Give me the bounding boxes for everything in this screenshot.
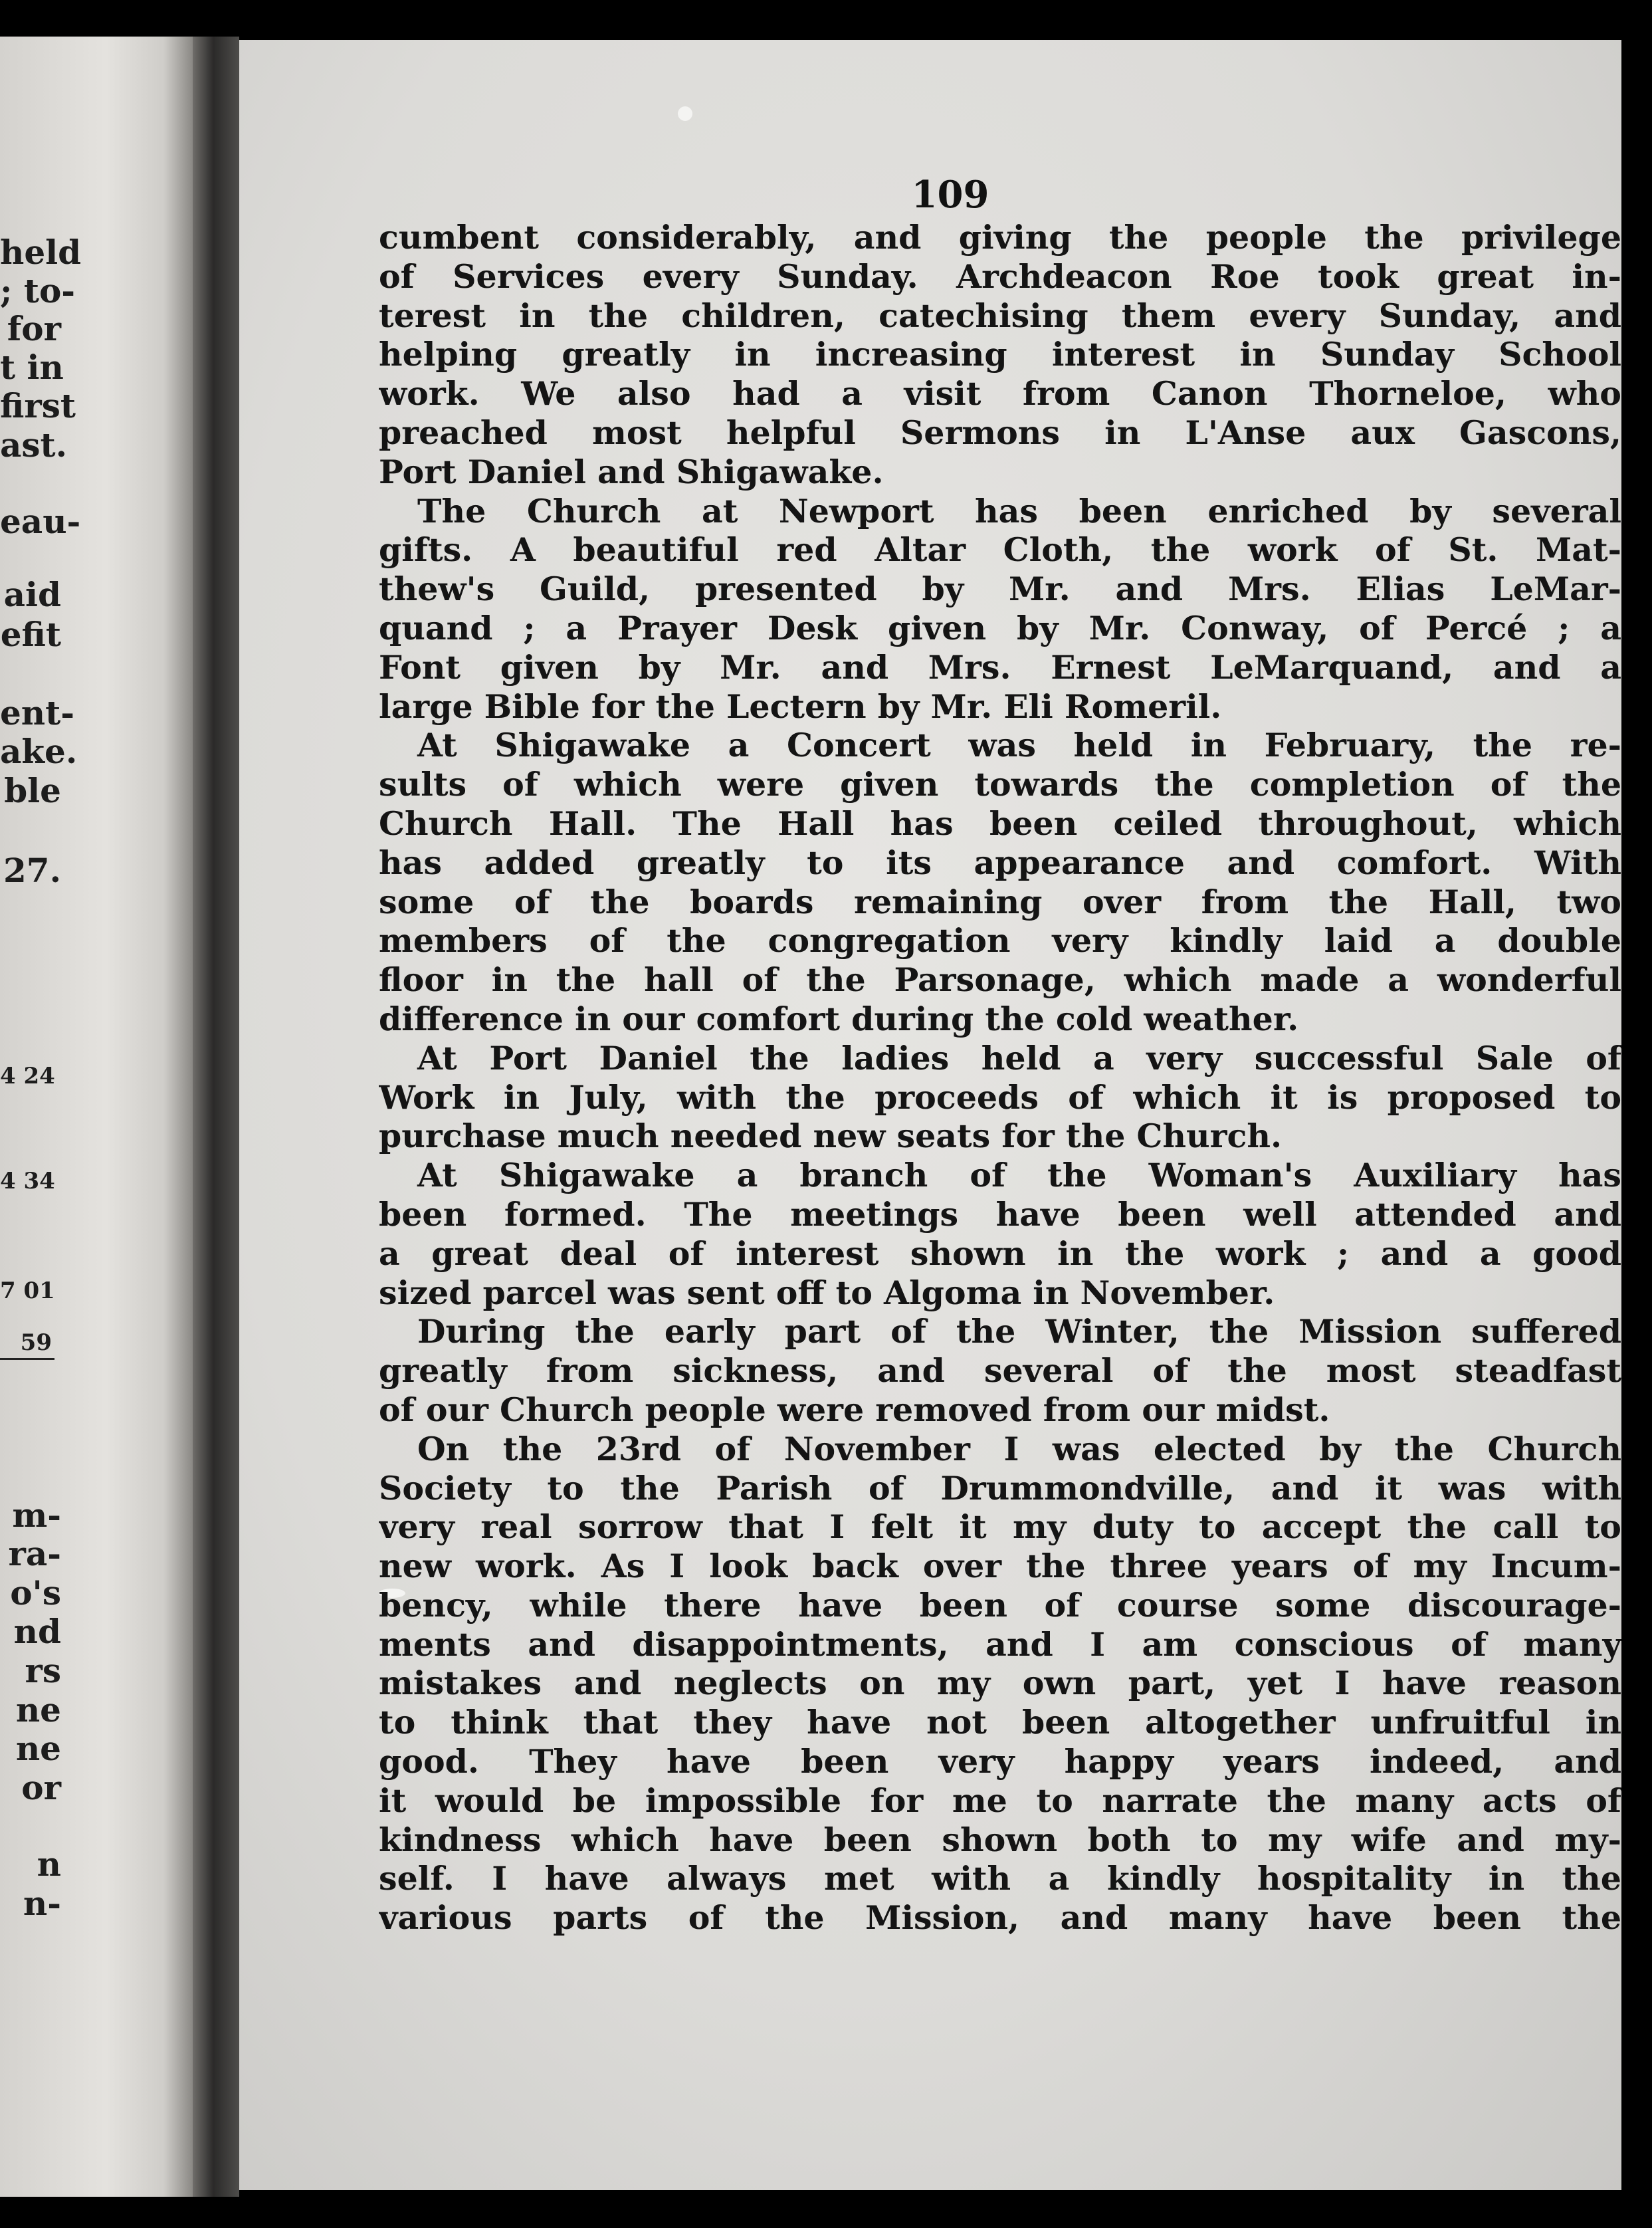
text-line: terest in the children, catechising them every Sunday, and [379,296,1621,335]
text-line: work. We also had a visit from Canon Thorneloe, who [379,374,1621,413]
text-line: of Services every Sunday. Archdeacon Roe took great in- [379,257,1621,296]
previous-page-number-fragment: 59 [20,1329,52,1356]
text-line: gifts. A beautiful red Altar Cloth, the work of St. Mat- [379,530,1621,570]
previous-page-fragment: o's [10,1573,61,1613]
text-line: The Church at Newport has been enriched by several [417,491,1621,530]
previous-page-fragment: efit [0,615,61,654]
text-line: some of the boards remaining over from the Hall, two [379,882,1621,921]
text-line: kindness which have been shown both to my wife and my- [379,1820,1621,1859]
text-line: large Bible for the Lectern by Mr. Eli Romeril. [379,687,1222,726]
text-line: has added greatly to its appearance and comfort. With [379,843,1621,882]
text-line: members of the congregation very kindly laid a double [379,921,1621,960]
book-gutter [193,37,239,2197]
text-line: sized parcel was sent off to Algoma in November. [379,1273,1275,1312]
text-line: self. I have always met with a kindly hospitality in the [379,1859,1621,1898]
text-line: At Shigawake a Concert was held in February, the re- [417,726,1621,765]
previous-page-fragment: ra- [8,1534,61,1573]
text-line: Church Hall. The Hall has been ceiled throughout, which [379,804,1621,843]
previous-page-number-fragment: 4 24 [0,1063,55,1089]
text-line: During the early part of the Winter, the Mission suffered [417,1312,1621,1351]
text-line: to think that they have not been altogether unfruitful in [379,1703,1621,1742]
previous-page-edge [0,37,193,2197]
text-line: a great deal of interest shown in the work ; and a good [379,1234,1621,1273]
text-line: Font given by Mr. and Mrs. Ernest LeMarquand, and a [379,647,1621,687]
text-line: mistakes and neglects on my own part, yet I have reason [379,1664,1621,1703]
previous-page-fragment: held [0,233,82,272]
text-line: On the 23rd of November I was elected by the Church [417,1429,1621,1468]
page-body-text [379,218,1621,1938]
text-line: At Shigawake a branch of the Woman's Auxiliary has [417,1156,1621,1195]
previous-page-fragment: n- [23,1884,61,1923]
text-line: cumbent considerably, and giving the people the privilege [379,218,1621,257]
text-line: it would be impossible for me to narrate the many acts of [379,1781,1621,1820]
text-line: preached most helpful Sermons in L'Anse aux Gascons, [379,413,1621,452]
page-number: 109 [911,173,989,217]
previous-page-fragment: ent- [0,693,75,732]
text-line: various parts of the Mission, and many have been the [379,1898,1621,1938]
text-line: Society to the Parish of Drummondville, and it was with [379,1468,1621,1507]
text-line: greatly from sickness, and several of the most steadfast [379,1351,1621,1391]
previous-page-fragment: ble [4,771,61,810]
text-line: difference in our comfort during the cold weather. [379,999,1299,1038]
previous-page-fragment: or [21,1768,61,1807]
previous-page-fragment: ast. [0,425,68,465]
previous-page-fragment: m- [12,1496,61,1535]
text-line: new work. As I look back over the three years of my Incum- [379,1547,1621,1586]
previous-page-number-fragment: 4 34 [0,1168,55,1194]
text-line: floor in the hall of the Parsonage, which made a wonderful [379,960,1621,1000]
previous-page-fragment: nd [13,1612,61,1651]
previous-page-fragment: t in [0,348,64,387]
previous-page-fragment: 27. [3,851,61,890]
previous-page-fragment: aid [3,575,61,614]
text-line: At Port Daniel the ladies held a very successful Sale of [417,1038,1621,1077]
text-line: of our Church people were removed from our midst. [379,1390,1330,1429]
previous-page-rule [0,1358,54,1360]
previous-page-number-fragment: 7 01 [0,1278,55,1304]
previous-page-fragment: first [0,386,76,425]
text-line: Work in July, with the proceeds of which it is proposed to [379,1077,1621,1117]
previous-page-fragment: eau- [0,502,81,541]
previous-page-fragment: for [7,309,61,348]
text-line: Port Daniel and Shigawake. [379,452,884,491]
text-line: bency, while there have been of course some discourage- [379,1585,1621,1624]
previous-page-fragment: ake. [0,732,78,771]
text-line: quand ; a Prayer Desk given by Mr. Conway, of Percé ; a [379,608,1621,647]
text-line: ments and disappointments, and I am conscious of many [379,1624,1621,1664]
previous-page-fragment: ne [15,1690,61,1729]
text-line: thew's Guild, presented by Mr. and Mrs. Elias LeMar- [379,570,1621,609]
text-line: purchase much needed new seats for the Church. [379,1117,1283,1156]
previous-page-fragment: rs [25,1651,61,1690]
text-line: helping greatly in increasing interest in Sunday School [379,335,1621,374]
text-line: very real sorrow that I felt it my duty to accept the call to [379,1507,1621,1547]
text-line: been formed. The meetings have been well attended and [379,1194,1621,1234]
book-page [239,40,1621,2190]
previous-page-fragment: n [37,1844,61,1884]
previous-page-fragment: ; to- [0,271,76,310]
previous-page-fragment: ne [15,1729,61,1768]
text-line: good. They have been very happy years indeed, and [379,1742,1621,1781]
text-line: sults of which were given towards the completion of the [379,765,1621,804]
paper-speck [678,106,692,121]
